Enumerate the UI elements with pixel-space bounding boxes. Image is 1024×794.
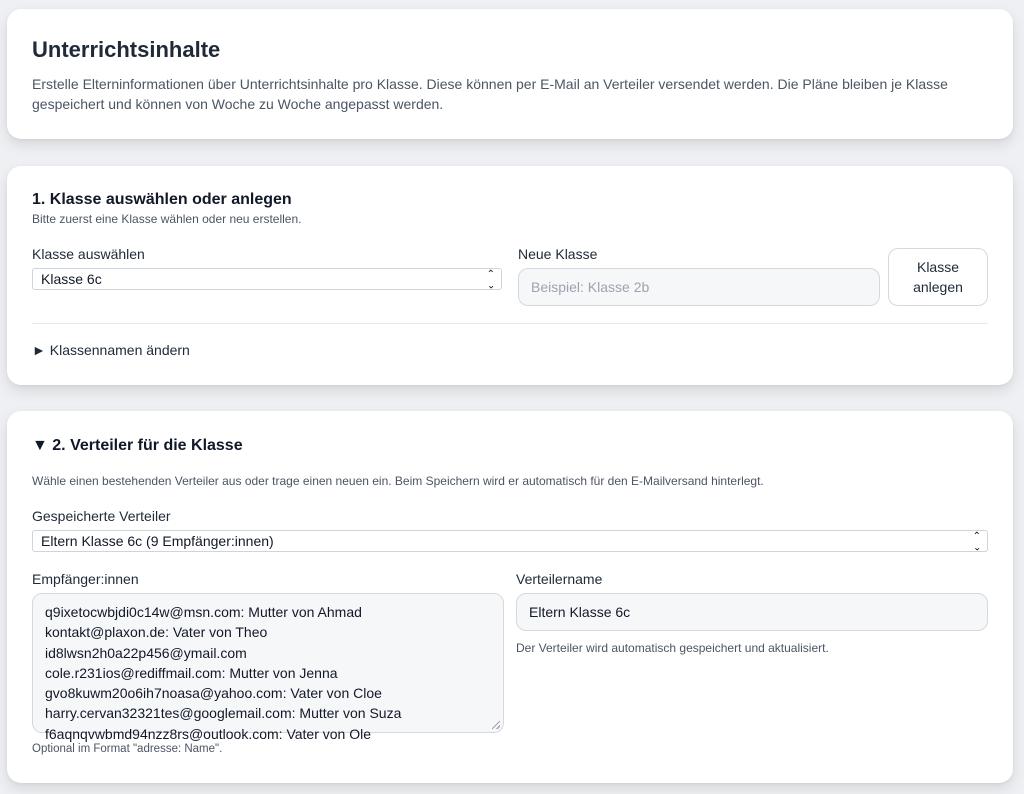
page-title: Unterrichtsinhalte	[32, 37, 221, 62]
select-chevron-icon: ⌃ ⌃	[972, 531, 981, 551]
list-name-input[interactable]	[516, 593, 988, 631]
distribution-section-card	[7, 411, 1013, 783]
new-class-placeholder: Beispiel: Klasse 2b	[531, 279, 650, 295]
create-class-button[interactable]	[888, 248, 988, 306]
recipients-textarea[interactable]	[32, 593, 504, 742]
saved-lists-value: Eltern Klasse 6c (9 Empfänger:innen)	[41, 533, 274, 549]
class-select-label: Klasse auswählen	[32, 246, 145, 262]
recipients-hint: Optional im Format "adresse: Name".	[32, 743, 223, 755]
intro-text: Erstelle Elterninformationen über Unterrichtsinhalte pro Klasse. Diese können per E-Mail an Verteiler versendet werden. Die Pläne bleiben je Klasse gespeichert und können von Woche zu Woche angepasst werden.	[32, 76, 948, 112]
class-select[interactable]	[32, 268, 502, 290]
new-class-label: Neue Klasse	[518, 246, 598, 262]
recipient-line: q9ixetocwbjdi0c14w@msn.com: Mutter von Ahmad	[45, 604, 362, 620]
list-name-value: Eltern Klasse 6c	[529, 604, 631, 620]
rename-class-toggle[interactable]: ► Klassennamen ändern	[32, 342, 190, 358]
saved-lists-label: Gespeicherte Verteiler	[32, 508, 171, 524]
recipients-label: Empfänger:innen	[32, 571, 139, 587]
distribution-section-toggle[interactable]: ▼ 2. Verteiler für die Klasse	[32, 437, 243, 454]
new-class-input[interactable]	[518, 268, 880, 306]
recipient-line: id8lwsn2h0a22p456@ymail.com	[45, 644, 247, 661]
distribution-section-hint: Wähle einen bestehenden Verteiler aus oder trage einen neuen ein. Beim Speichern wird er automatisch für den E-Mailversand hinterlegt.	[32, 474, 764, 488]
saved-lists-select[interactable]	[32, 530, 988, 552]
class-section-title: 1. Klasse auswählen oder anlegen	[32, 191, 292, 208]
list-name-label: Verteilername	[516, 571, 603, 587]
resize-handle-icon[interactable]	[492, 721, 500, 729]
class-section-divider	[32, 323, 988, 324]
create-class-button-line2: anlegen	[913, 279, 963, 295]
list-name-hint: Der Verteiler wird automatisch gespeichert und aktualisiert.	[516, 641, 829, 655]
select-chevron-icon: ⌃ ⌃	[486, 269, 495, 289]
recipient-line: cole.r231ios@rediffmail.com: Mutter von Jenna	[45, 664, 338, 681]
intro-card	[7, 9, 1013, 139]
class-section-hint: Bitte zuerst eine Klasse wählen oder neu erstellen.	[32, 212, 302, 226]
recipient-line: f6aqnqvwbmd94nzz8rs@outlook.com: Vater von Ole	[45, 725, 372, 742]
class-section-card	[7, 166, 1013, 385]
create-class-button-line1: Klasse	[916, 259, 960, 275]
recipient-line: gvo8kuwm20o6ih7noasa@yahoo.com: Vater von Cloe	[45, 685, 382, 702]
recipient-line: kontakt@plaxon.de: Vater von Theo	[45, 624, 268, 641]
recipient-line: harry.cervan32321tes@googlemail.com: Mutter von Suza	[45, 705, 402, 722]
class-select-value: Klasse 6c	[41, 271, 102, 287]
